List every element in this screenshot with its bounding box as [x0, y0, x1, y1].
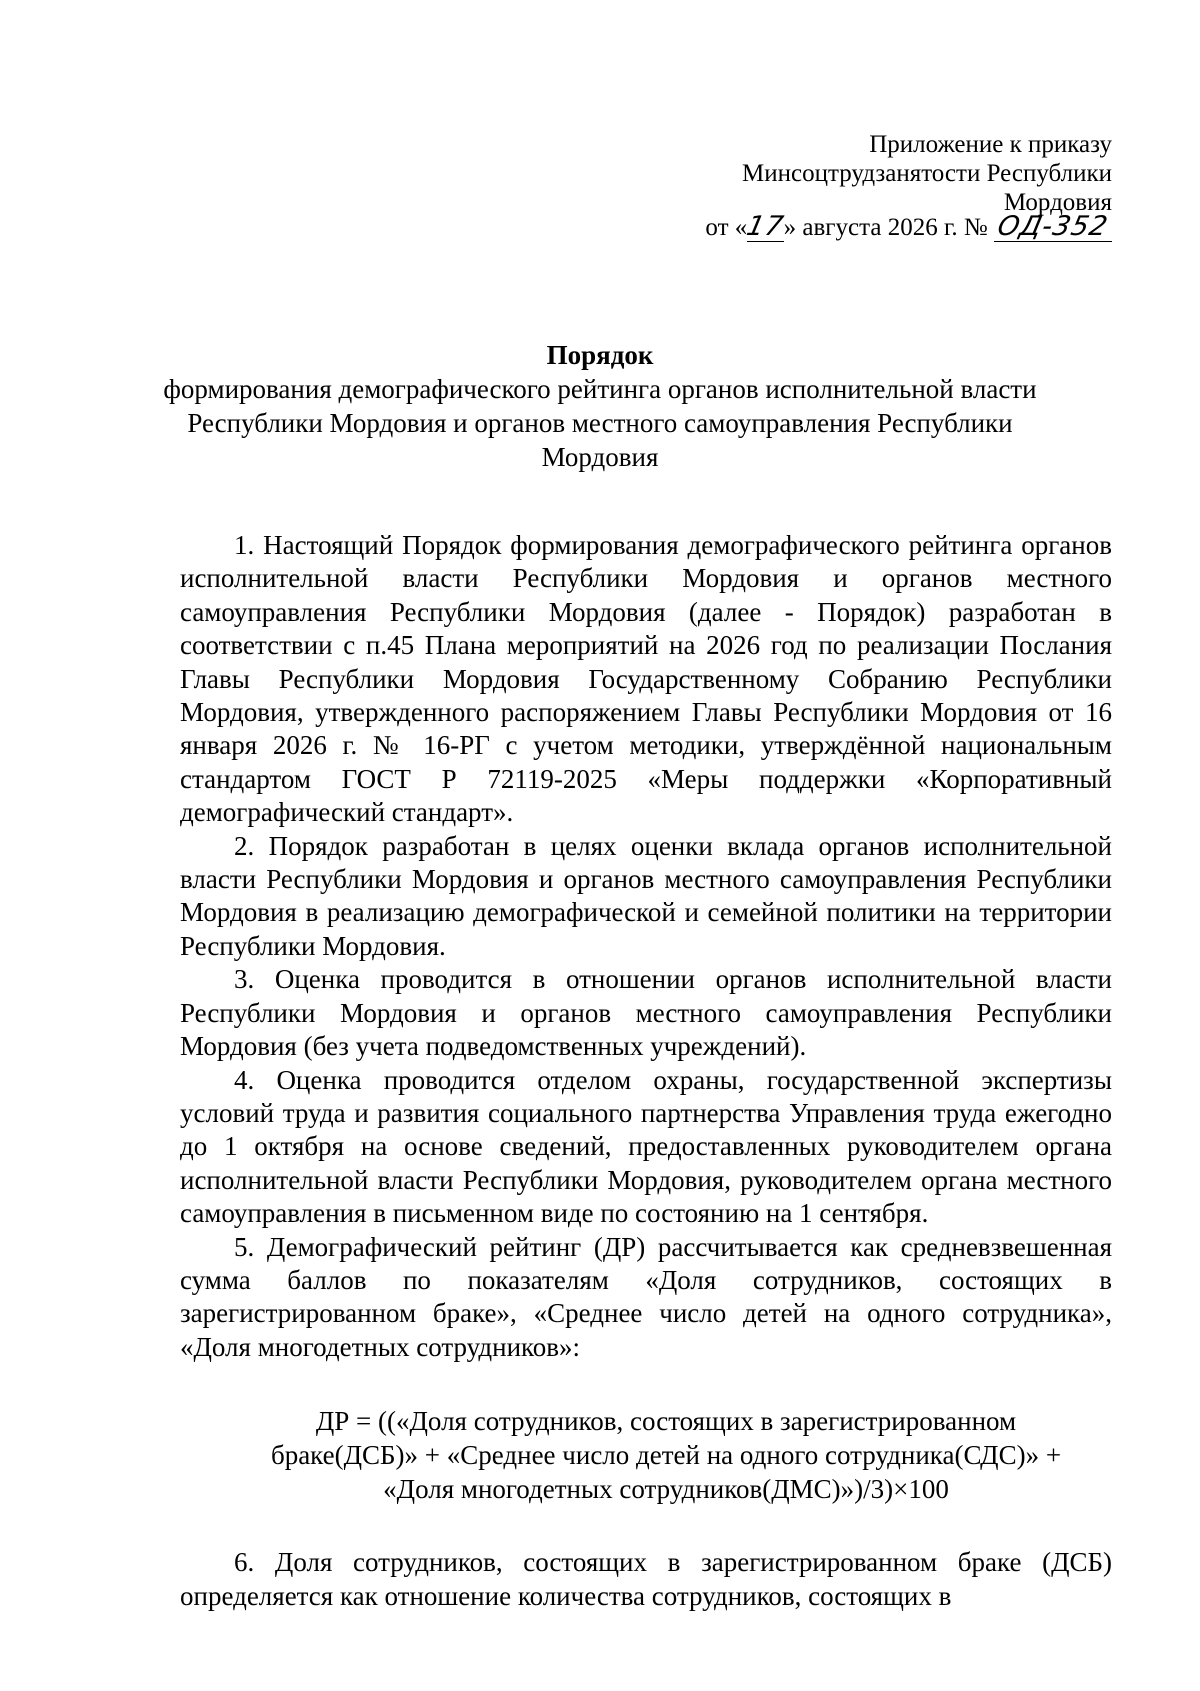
paragraph-2: [180, 830, 1112, 964]
paragraph-1: [180, 529, 1112, 830]
document-title: Порядок: [546, 340, 654, 370]
document-subtitle: формирования демографического рейтинга органов исполнительной власти Республики Мордовия и органов местного самоуправления Республики Мордовия: [163, 374, 1037, 472]
paragraph-4: [180, 1064, 1112, 1231]
paragraph-number: 2.: [234, 830, 255, 861]
paragraph-6: [180, 1546, 1112, 1613]
paragraph-3: [180, 963, 1112, 1063]
formula-line-1: ДР = ((«Доля сотрудников, состоящих в зарегистрированном: [315, 1406, 1017, 1437]
paragraph-number: 3.: [234, 964, 255, 995]
order-day-handwritten: 17: [744, 211, 788, 242]
rating-formula: [180, 1404, 1112, 1506]
paragraph-number: 6.: [234, 1547, 255, 1578]
paragraph-text: Оценка проводится в отношении органов исполнительной власти Республики Мордовия и органов местного самоуправления Республики Мордовия (без учета подведомственных учреждений).: [180, 964, 1112, 1062]
appendix-header: [560, 130, 1112, 242]
appendix-line-1: Приложение к приказу: [869, 131, 1112, 158]
document-title-block: [150, 338, 1050, 474]
formula-line-2: браке(ДСБ)» + «Среднее число детей на одного сотрудника(СДС)» +: [270, 1440, 1062, 1471]
paragraph-5: [180, 1231, 1112, 1365]
paragraph-text: Оценка проводится отделом охраны, государственной экспертизы условий труда и развития социального партнерства Управления труда ежегодно до 1 октября на основе сведений, предоставленных руководителем органа исполнительной власти Республики Мордовия, руководителем органа местного самоуправления в письменном виде по состоянию на 1 сентября.: [180, 1064, 1112, 1229]
paragraph-text: Настоящий Порядок формирования демографического рейтинга органов исполнительной власти Республики Мордовия и органов местного самоуправления Республики Мордовия (далее - Порядок) разработан в соответствии с п.45 Плана мероприятий на 2026 год по реализации Послания Главы Республики Мордовия Государственному Собранию Республики Мордовия, утвержденного распоряжением Главы Республики Мордовия от 16 января 2026 г. № 16-РГ с учетом методики, утверждённой национальным стандартом ГОСТ Р 72119-2025 «Меры поддержки «Корпоративный демографический стандарт».: [180, 530, 1112, 828]
appendix-line-2: Минсоцтрудзанятости Республики: [742, 160, 1112, 187]
date-middle: » августа 2026 г. №: [783, 214, 988, 241]
date-prefix: от «: [705, 214, 748, 241]
paragraph-number: 4.: [234, 1064, 255, 1095]
formula-line-3: «Доля многодетных сотрудников(ДМС)»)/3)×100: [383, 1474, 949, 1505]
appendix-line-3: Мордовия: [1003, 189, 1112, 216]
document-body: [180, 529, 1112, 1613]
order-number-handwritten: ОД-352: [994, 211, 1112, 242]
paragraph-text: Порядок разработан в целях оценки вклада органов исполнительной власти Республики Мордовия и органов местного самоуправления Республики Мордовия в реализацию демографической и семейной политики на территории Республики Мордовия.: [180, 830, 1112, 961]
paragraph-text: Доля сотрудников, состоящих в зарегистрированном браке (ДСБ) определяется как отношение количества сотрудников, состоящих в: [180, 1547, 1113, 1611]
paragraph-number: 1.: [234, 530, 255, 560]
order-date-line: [560, 213, 1112, 242]
paragraph-number: 5.: [234, 1231, 255, 1262]
paragraph-text: Демографический рейтинг (ДР) рассчитывается как средневзвешенная сумма баллов по показателям «Доля сотрудников, состоящих в зарегистрированном браке», «Среднее число детей на одного сотрудника», «Доля многодетных сотрудников»:: [180, 1231, 1112, 1362]
